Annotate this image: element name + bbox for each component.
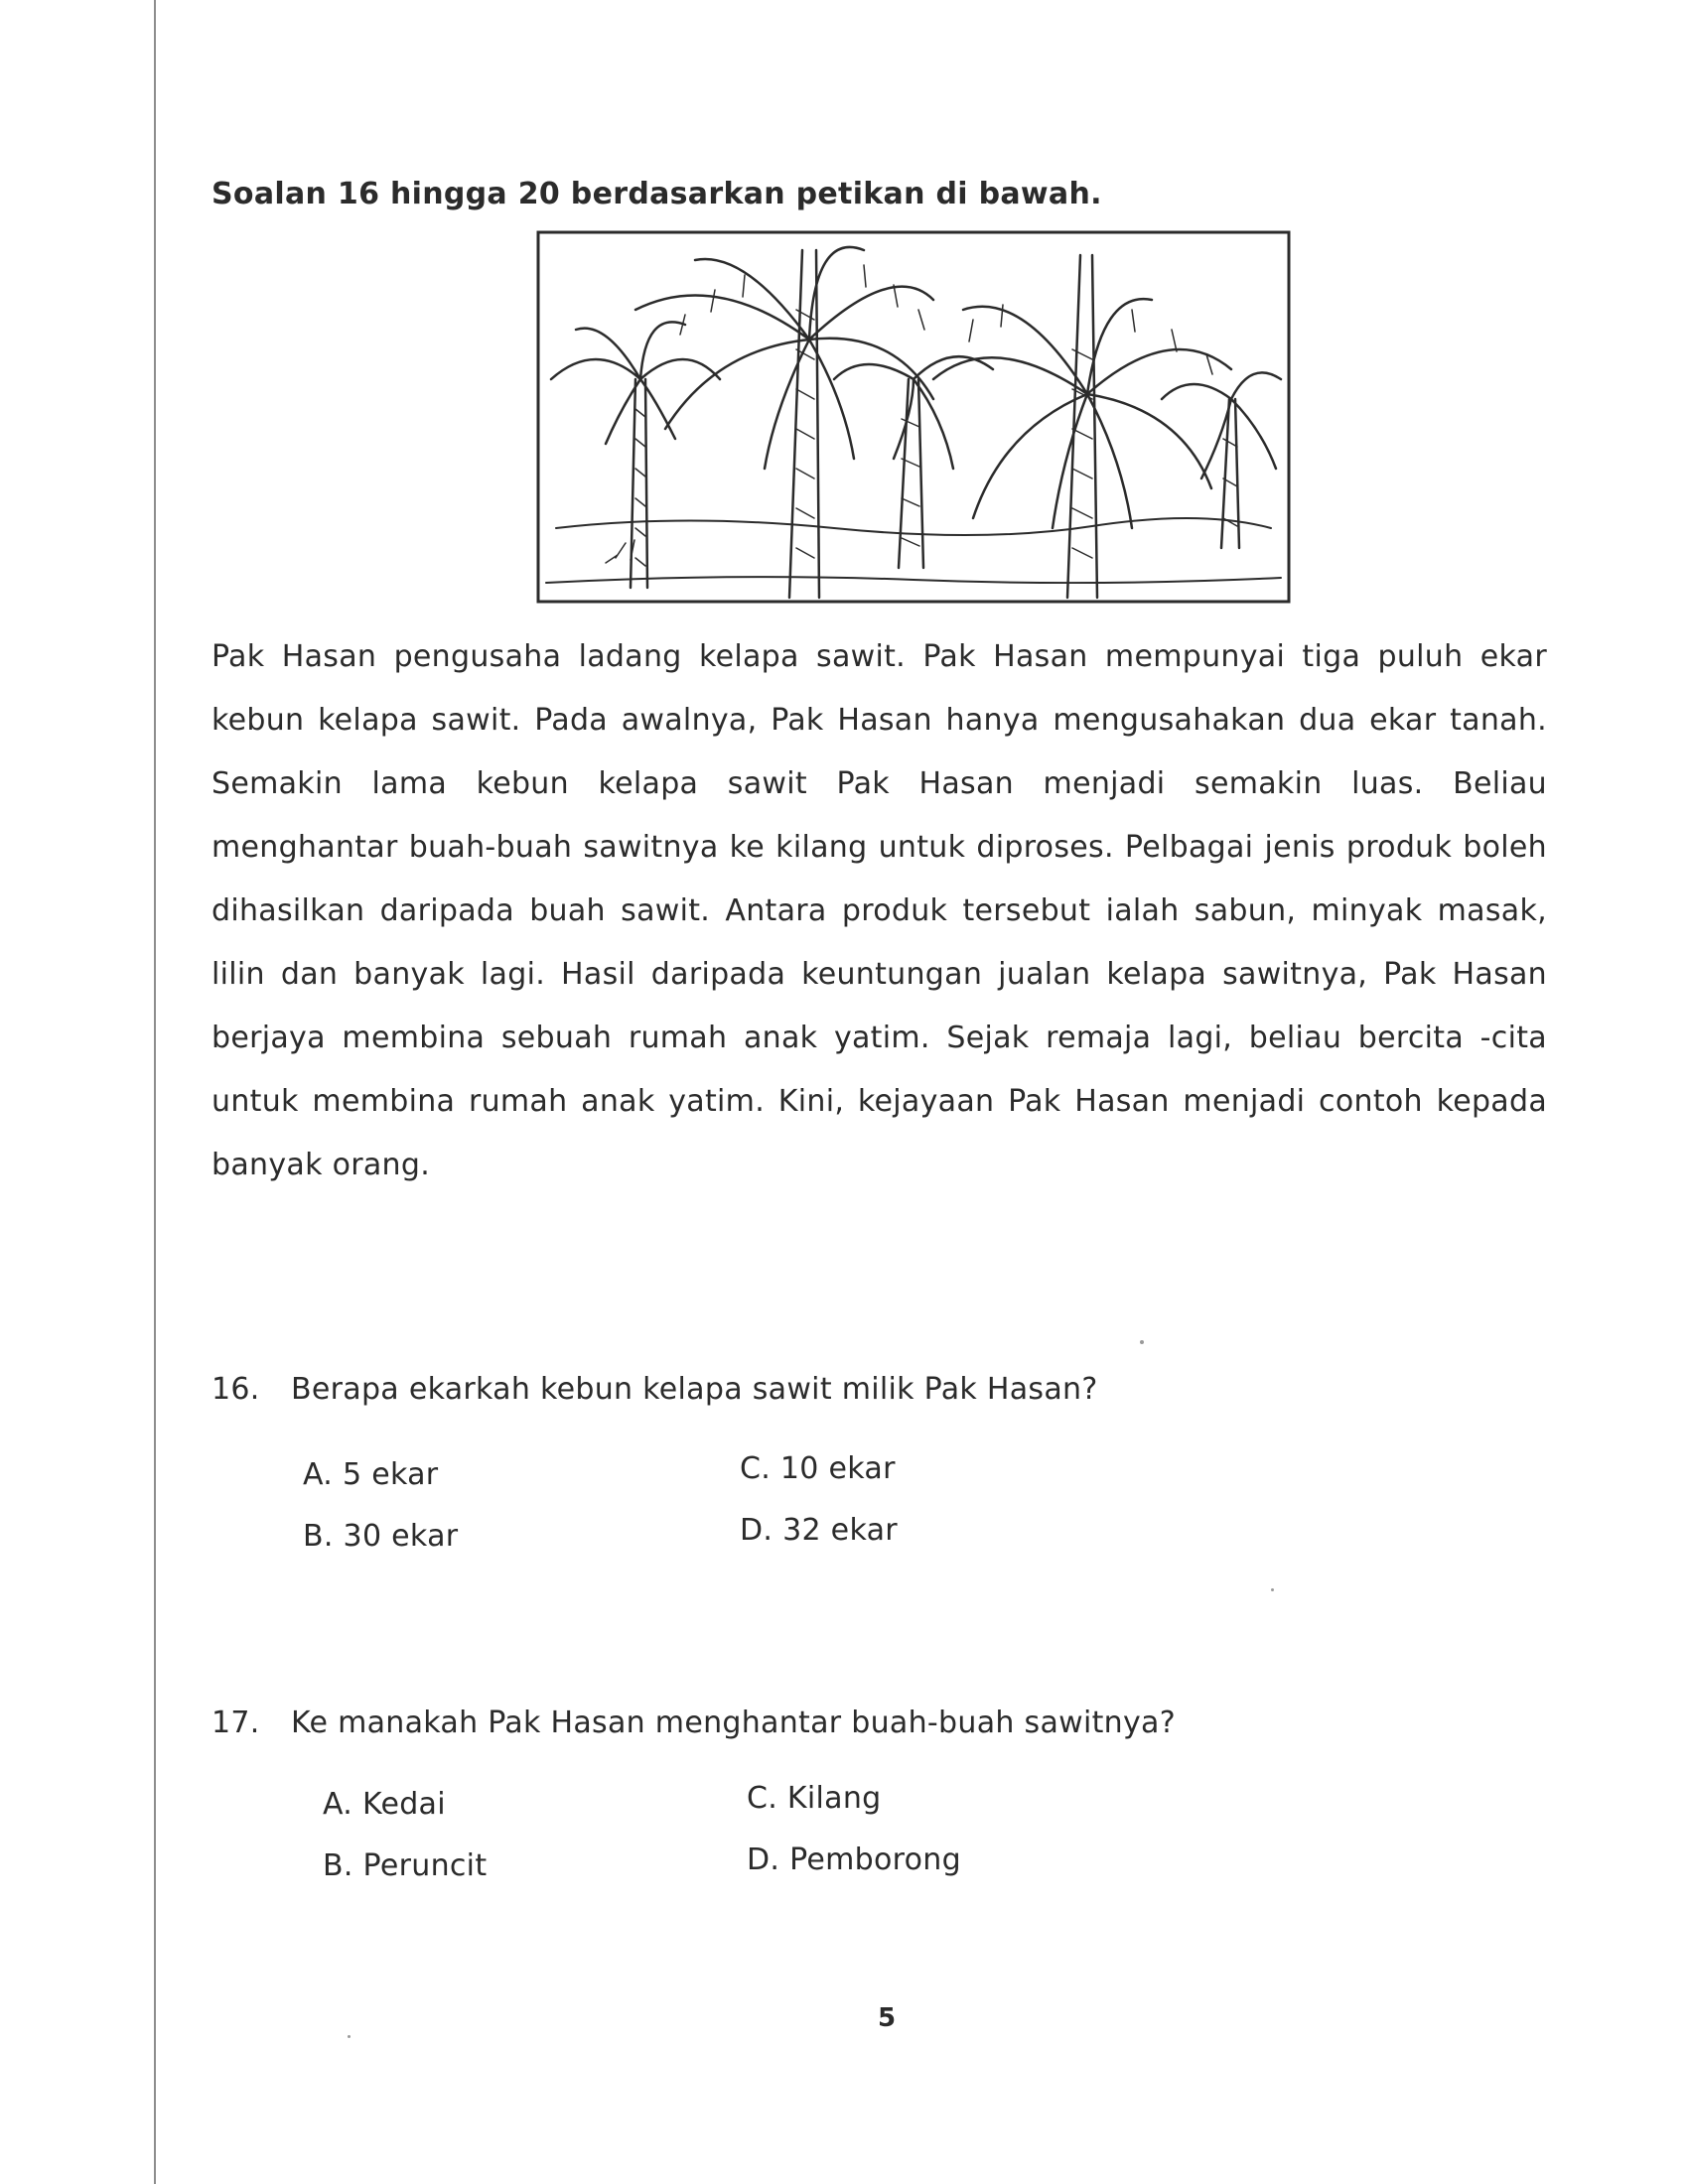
option-c: C. Kilang [747,1781,882,1816]
margin-line [154,0,156,2184]
reading-passage: Pak Hasan pengusaha ladang kelapa sawit. Pak Hasan mempunyai tiga puluh ekar kebun kelapa sawit. Pada awalnya, Pak Hasan hanya mengusahakan dua ekar tanah. Semakin lama kebun kelapa sawit Pak Hasan menjadi semakin luas. Beliau menghantar buah-buah sawitnya ke kilang untuk diproses. Pelbagai jenis produk boleh dihasilkan daripada buah sawit. Antara produk tersebut ialah sabun, minyak masak, lilin dan banyak lagi. Hasil daripada keuntungan jualan kelapa sawitnya, Pak Hasan berjaya membina sebuah rumah anak yatim. Sejak remaja lagi, beliau bercita -cita untuk membina rumah anak yatim. Kini, kejayaan Pak Hasan menjadi contoh kepada banyak orang. [211,639,1547,1182]
question-number: 17. [211,1706,260,1740]
question-text: Berapa ekarkah kebun kelapa sawit milik Pak Hasan? [291,1372,1098,1407]
instruction-text: Soalan 16 hingga 20 berdasarkan petikan di bawah. [211,177,1102,211]
question-number: 16. [211,1372,260,1407]
option-d: D. 32 ekar [740,1513,898,1548]
page-number: 5 [878,2003,897,2033]
option-d: D. Pemborong [747,1843,961,1877]
scan-speck [348,2035,351,2038]
option-a: A. 5 ekar [303,1457,439,1492]
palm-trees-icon [536,230,1291,608]
scan-speck [1271,1588,1274,1591]
question-text: Ke manakah Pak Hasan menghantar buah-buah sawitnya? [291,1706,1176,1740]
option-b: B. Peruncit [323,1848,488,1883]
scan-speck [1140,1340,1144,1344]
option-b: B. 30 ekar [303,1519,459,1554]
option-a: A. Kedai [323,1787,446,1822]
question-16 [211,1372,1098,1407]
option-c: C. 10 ekar [740,1451,896,1486]
question-17 [211,1706,1176,1740]
